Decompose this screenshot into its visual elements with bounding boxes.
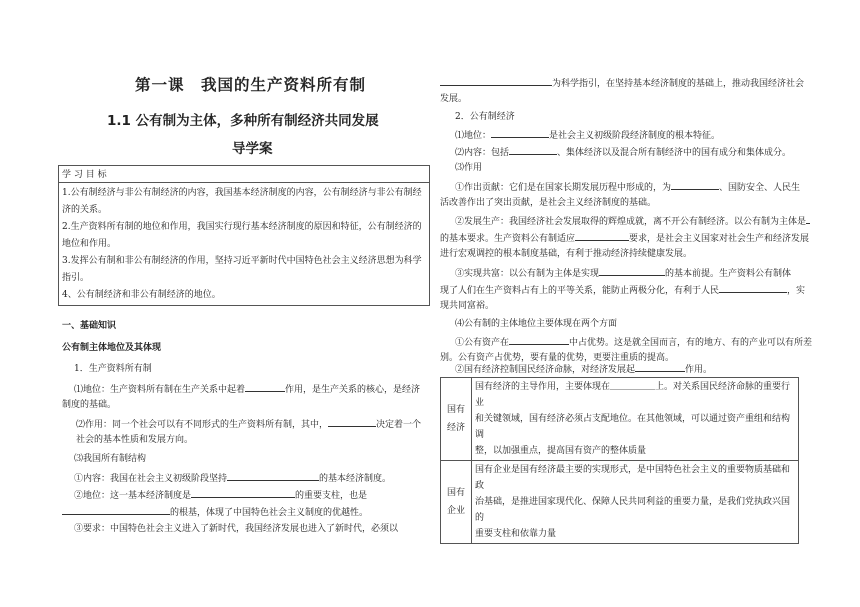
row-content: 国有经济的主导作用，主要体现在＿＿＿＿＿上。对关系国民经济命脉的重要行业 和关键领域，国有经济必须占支配地位。在其他领域，可以通过资产重组和结构调 整，以加强重点，提高国有资产的整体质量 bbox=[472, 378, 799, 461]
text-line: ⑴地位：生产资料所有制在生产关系中起着 作用，是生产关系的核心，是经济 bbox=[74, 380, 420, 398]
text-line: 制度的基础。 bbox=[62, 400, 117, 410]
goal-line: 1.公有制经济与非公有制经济的内容，我国基本经济制度的内容，公有制经济与非公有制经 bbox=[62, 188, 422, 198]
goal-line: 指引。 bbox=[62, 273, 90, 283]
text-line: 1．生产资料所有制 bbox=[74, 364, 152, 374]
row-label: 国有 经济 bbox=[441, 378, 472, 461]
answer-blank[interactable] bbox=[227, 469, 319, 481]
goal-line: 济的关系。 bbox=[62, 205, 108, 215]
answer-blank[interactable] bbox=[806, 212, 810, 224]
answer-blank[interactable] bbox=[509, 333, 569, 345]
state-economy-table bbox=[440, 377, 799, 544]
text-line: ⑶我国所有制结构 bbox=[74, 454, 147, 464]
answer-blank[interactable] bbox=[440, 74, 552, 86]
goal-line: 地位和作用。 bbox=[62, 239, 117, 249]
text-line: 发展。 bbox=[440, 94, 468, 104]
answer-blank[interactable] bbox=[245, 380, 285, 392]
text-line: ①作出贡献：它们是在国家长期发展历程中形成的，为 、国防安全、人民生 bbox=[455, 178, 800, 196]
answer-blank[interactable] bbox=[62, 503, 170, 515]
text-line: ③要求：中国特色社会主义进入了新时代，我国经济发展也进入了新时代，必须以 bbox=[74, 524, 399, 534]
goal-line: 3.发挥公有制和非公有制经济的作用，坚持习近平新时代中国特色社会主义经济思想为科学 bbox=[62, 256, 422, 266]
row-label: 国有 企业 bbox=[441, 461, 472, 544]
text-line: 现了人们在生产资料占有上的平等关系，能防止两极分化，有利于人民 ，实 bbox=[440, 281, 805, 299]
text-line: 为科学指引，在坚持基本经济制度的基础上，推动我国经济社会 bbox=[440, 74, 804, 92]
answer-blank[interactable] bbox=[575, 229, 629, 241]
goal-line: 2.生产资料所有制的地位和作用，我国实行现行基本经济制度的原因和特征，公有制经济的 bbox=[62, 222, 422, 232]
text-line: ②国有经济控制国民经济命脉，对经济发展起 作用。 bbox=[455, 360, 712, 378]
answer-blank[interactable] bbox=[599, 264, 665, 276]
answer-blank[interactable] bbox=[635, 360, 685, 372]
answer-blank[interactable] bbox=[491, 126, 549, 138]
text-line: 的基本要求。生产资料公有制适应 要求，是社会主义国家对社会生产和经济发展 bbox=[440, 229, 809, 247]
text-line: ⑴地位： 是社会主义初级阶段经济制度的根本特征。 bbox=[455, 126, 720, 144]
table-row bbox=[441, 461, 799, 544]
text-line: ①公有资产在 中占优势。这是就全国而言，有的地方、有的产业可以有所差 bbox=[455, 333, 812, 351]
goals-list bbox=[62, 185, 422, 304]
text-line: ⑶作用 bbox=[455, 163, 483, 173]
answer-blank[interactable] bbox=[719, 281, 787, 293]
text-line: ⑵内容：包括 、集体经济以及混合所有制经济中的国有成分和集体成分。 bbox=[455, 143, 791, 161]
text-line: ⑵作用：同一个社会可以有不同形式的生产资料所有制，其中， 决定着一个 bbox=[76, 415, 421, 433]
doc-type-label: 导学案 bbox=[232, 141, 273, 157]
text-line: ②发展生产：我国经济社会发展取得的辉煌成就，离不开公有制经济。以公有制为主体是 bbox=[455, 212, 810, 230]
text-line: 的根基，体现了中国特色社会主义制度的优越性。 bbox=[62, 503, 368, 521]
text-line: 进行宏观调控的根本制度基础，有利于推动经济持续健康发展。 bbox=[440, 249, 693, 259]
page-subtitle: 1.1 公有制为主体，多种所有制经济共同发展 bbox=[107, 113, 379, 129]
answer-blank[interactable] bbox=[509, 143, 557, 155]
learning-goals-box bbox=[58, 165, 430, 306]
section-heading: 一、基础知识 bbox=[62, 321, 117, 331]
text-line: ⑷公有制的主体地位主要体现在两个方面 bbox=[455, 319, 618, 329]
text-line: 2．公有制经济 bbox=[455, 112, 515, 122]
answer-blank[interactable] bbox=[671, 178, 719, 190]
text-line: 社会的基本性质和发展方向。 bbox=[76, 435, 194, 445]
text-line: ③实现共富：以公有制为主体是实现 的基本前提。生产资料公有制体 bbox=[455, 264, 791, 282]
answer-blank[interactable] bbox=[328, 415, 376, 427]
text-line: 别。公有资产占优势，要有量的优势，更要注重质的提高。 bbox=[440, 353, 675, 363]
row-content: 国有企业是国有经济最主要的实现形式，是中国特色社会主义的重要物质基础和政 治基础，是推进国家现代化、保障人民共同利益的重要力量，是我们党执政兴国的 重要支柱和依靠力量 bbox=[472, 461, 799, 544]
text-line: ①内容：我国在社会主义初级阶段坚持 的基本经济制度。 bbox=[74, 469, 391, 487]
goal-line: 4、公有制经济和非公有制经济的地位。 bbox=[62, 290, 221, 300]
text-line: 活改善作出了突出贡献，是社会主义经济制度的基础。 bbox=[440, 198, 657, 208]
answer-blank[interactable] bbox=[191, 486, 295, 498]
table-row bbox=[441, 378, 799, 461]
page-title: 第一课 我国的生产资料所有制 bbox=[135, 76, 367, 94]
text-line: ②地位：这一基本经济制度是 的重要支柱，也是 bbox=[74, 486, 367, 504]
goals-header: 学 习 目 标 bbox=[62, 170, 107, 180]
topic-heading: 公有制主体地位及其体现 bbox=[62, 343, 162, 353]
text-line: 现共同富裕。 bbox=[440, 301, 495, 311]
